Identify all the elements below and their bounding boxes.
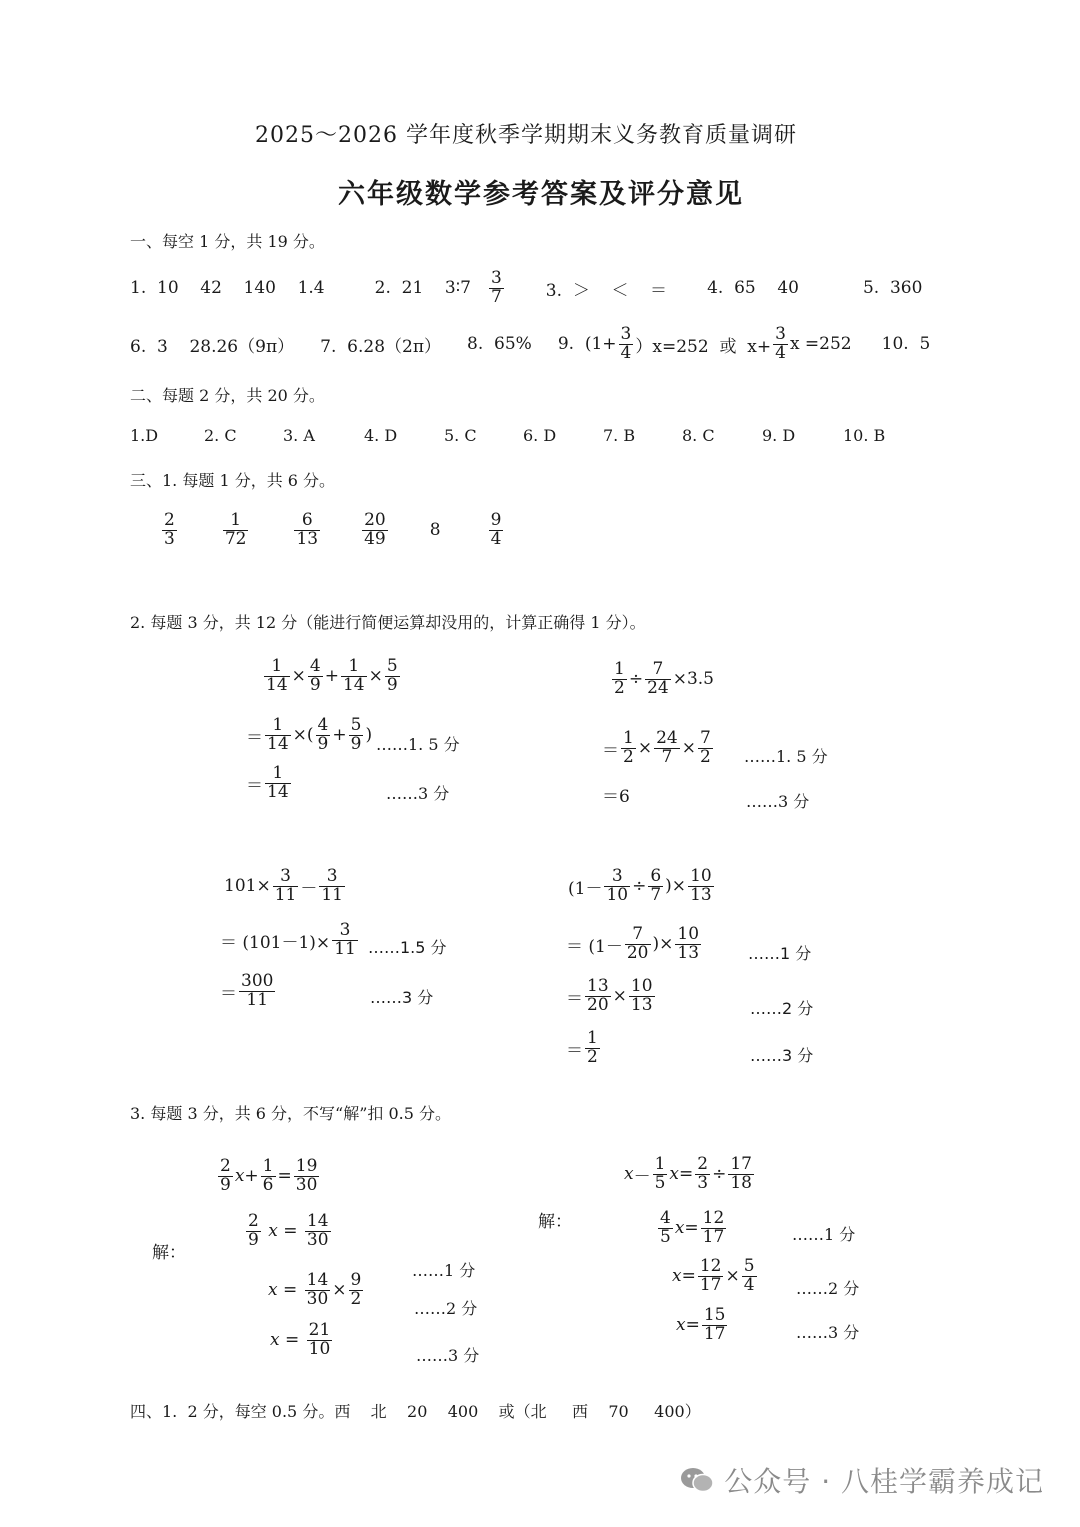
watermark — [680, 1460, 1044, 1500]
fraction-answer-4: $\frac{20}{49}$ — [364, 509, 386, 549]
fraction-answer-6: $\frac{9}{4}$ — [490, 509, 502, 549]
answer-9-mid: ）x=252 或 x+ — [635, 336, 772, 357]
eq-f-score-2: ……2 分 — [796, 1279, 860, 1298]
calc-a-line-1: $\frac{1}{14}$ × $\frac{4}{9}$ + $\frac{1}{14}$ × $\frac{5}{9}$ — [266, 656, 398, 695]
page-subtitle: 六年级数学参考答案及评分意见 — [338, 179, 744, 210]
page-title: 2025～2026 学年度秋季学期期末义务教育质量调研 — [255, 123, 797, 148]
fraction-answer-1: $\frac{2}{3}$ — [164, 509, 175, 549]
eq-f-line-4: x = $\frac{15}{17}$ — [676, 1305, 726, 1344]
section-1-header: 一、每空 1 分，共 19 分。 — [130, 232, 325, 251]
eq-f-score-1: ……1 分 — [792, 1225, 856, 1244]
section-1-line-2 — [130, 322, 930, 366]
watermark-text: 公众号 · 八桂学霸养成记 — [724, 1465, 1044, 1498]
mc-answer-3: 3. A — [283, 426, 315, 445]
answer-9-fraction-2: $\frac{3}{4}$ — [775, 323, 786, 363]
section-2-header: 二、每题 2 分，共 20 分。 — [130, 386, 325, 405]
eq-e-line-2: $\frac{2}{9}$ x = $\frac{14}{30}$ — [248, 1211, 329, 1250]
fraction-answer-3: $\frac{6}{13}$ — [296, 509, 319, 549]
eq-e-score-3: ……3 分 — [416, 1346, 480, 1365]
answer-4: 4. 65 40 — [707, 278, 799, 298]
mc-answer-5: 5. C — [444, 426, 477, 445]
calc-d-line-3: ＝ $\frac{13}{20}$ × $\frac{10}{13}$ — [566, 976, 653, 1015]
calc-c-score-2: ……3 分 — [370, 988, 434, 1007]
calc-a-score-1: ……1. 5 分 — [376, 735, 460, 754]
eq-f-line-2: $\frac{4}{5}$ x = $\frac{12}{17}$ — [660, 1208, 725, 1247]
calc-b-score-1: ……1. 5 分 — [744, 747, 828, 766]
eq-f-jie: 解： — [538, 1212, 572, 1232]
mc-answer-8: 8. C — [682, 426, 715, 445]
calc-a-line-3: ＝ $\frac{1}{14}$ — [246, 763, 289, 802]
mc-answer-7: 7. B — [603, 426, 636, 445]
calc-d-line-4: ＝ $\frac{1}{2}$ — [566, 1028, 598, 1067]
integer-answer-5: 8 — [429, 520, 441, 540]
section-3-header: 三、1. 每题 1 分，共 6 分。 — [130, 471, 336, 490]
calc-a-line-2: ＝ $\frac{1}{14}$ ×( $\frac{4}{9}$ + $\frac{5}{9}$ ) — [246, 715, 373, 754]
calc-c-line-1: 101× $\frac{3}{11}$ － $\frac{3}{11}$ — [224, 866, 343, 905]
calc-d-line-2: ＝ (1－ $\frac{7}{20}$ )× $\frac{10}{13}$ — [566, 924, 700, 963]
calc-d-score-1: ……1 分 — [748, 944, 812, 963]
calc-c-line-2: ＝ (101－1)× $\frac{3}{11}$ — [220, 920, 356, 959]
answer-5: 5. 360 — [862, 278, 923, 298]
eq-e-line-3: x = $\frac{14}{30}$ × $\frac{9}{2}$ — [268, 1270, 362, 1309]
answer-3: 3. ＞ ＜ ＝ — [545, 280, 668, 301]
section-1-line-1 — [130, 266, 922, 310]
answer-1: 1. 10 42 140 1.4 — [130, 278, 325, 298]
calc-a-score-2: ……3 分 — [386, 784, 450, 803]
calc-c-line-3: ＝ $\frac{300}{11}$ — [220, 971, 274, 1010]
mc-answer-4: 4. D — [364, 426, 398, 445]
calc-d-line-1: (1－ $\frac{3}{10}$ ÷ $\frac{6}{7}$ )× $\frac{10}{13}$ — [568, 866, 712, 905]
section-3-3-header: 3. 每题 3 分，共 6 分，不写“解”扣 0.5 分。 — [130, 1104, 452, 1123]
eq-e-score-2: ……2 分 — [414, 1299, 478, 1318]
eq-f-score-3: ……3 分 — [796, 1323, 860, 1342]
answer-8: 8. 65% — [467, 334, 532, 354]
eq-e-jie: 解： — [152, 1243, 186, 1263]
section-3-1-fractions — [160, 503, 505, 557]
mc-answer-10: 10. B — [843, 426, 886, 445]
answer-9-fraction: $\frac{3}{4}$ — [620, 323, 632, 363]
answer-7: 7. 6.28（2π） — [320, 336, 441, 357]
calc-d-score-2: ……2 分 — [750, 999, 814, 1018]
eq-f-line-1: x － $\frac{1}{5}$ x = $\frac{2}{3}$ ÷ $\frac{17}{18}$ — [624, 1154, 752, 1193]
calc-c-score-1: ……1.5 分 — [368, 938, 447, 957]
mc-answer-6: 6. D — [523, 426, 557, 445]
eq-f-line-3: x = $\frac{12}{17}$ × $\frac{5}{4}$ — [672, 1256, 755, 1295]
wechat-icon — [680, 1466, 714, 1494]
answer-2: 2. 21 3∶7 — [374, 278, 471, 298]
mc-answer-2: 2. C — [204, 426, 237, 445]
calc-b-line-2: ＝ $\frac{1}{2}$ × $\frac{24}{7}$ × $\frac{7}{2}$ — [602, 728, 711, 767]
fraction-answer-2: $\frac{1}{72}$ — [224, 509, 247, 549]
answer-2-fraction: $\frac{3}{7}$ — [490, 267, 502, 307]
mc-answer-1: 1.D — [130, 426, 159, 445]
eq-e-score-1: ……1 分 — [412, 1261, 476, 1280]
calc-d-score-3: ……3 分 — [750, 1046, 814, 1065]
answer-6: 6. 3 28.26（9π） — [130, 336, 295, 357]
calc-b-line-1: $\frac{1}{2}$ ÷ $\frac{7}{24}$ ×3.5 — [614, 659, 714, 698]
section-3-2-header: 2. 每题 3 分，共 12 分（能进行简便运算却没用的，计算正确得 1 分）。 — [130, 613, 646, 632]
calc-b-score-2: ……3 分 — [746, 792, 810, 811]
answer-9-pre: 9. (1+ — [557, 334, 617, 354]
mc-answer-9: 9. D — [762, 426, 796, 445]
eq-e-line-1: $\frac{2}{9}$ x + $\frac{1}{6}$ = $\frac{19}{30}$ — [220, 1156, 318, 1195]
answer-10: 10. 5 — [881, 334, 931, 354]
calc-b-line-3: ＝6 — [602, 787, 630, 807]
section-4-line: 四、1. 2 分，每空 0.5 分。西 北 20 400 或（北 西 70 400） — [130, 1402, 701, 1421]
answer-9-post: x =252 — [789, 334, 852, 354]
eq-e-line-4: x = $\frac{21}{10}$ — [270, 1320, 331, 1359]
